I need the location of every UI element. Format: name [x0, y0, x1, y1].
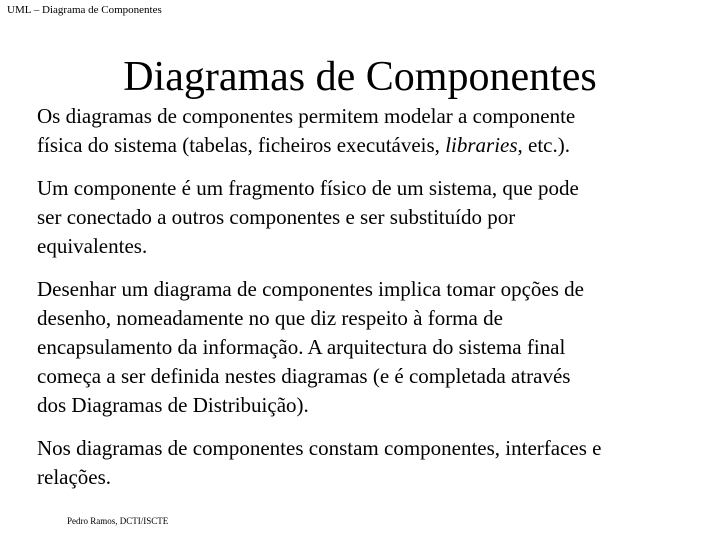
slide-title: Diagramas de Componentes [123, 54, 597, 100]
paragraph-2-line-2: ser conectado a outros componentes e ser substituído por [37, 205, 516, 229]
paragraph-2-line-1: Um componente é um fragmento físico de um sistema, que pode [37, 176, 579, 200]
paragraph-3-line-4: começa a ser definida nestes diagramas (e é completada através [37, 364, 571, 388]
paragraph-2 [37, 174, 702, 261]
paragraph-1-line-2-end: , etc.). [517, 133, 571, 157]
page-header: UML – Diagrama de Componentes [7, 4, 162, 16]
paragraph-2-line-3: equivalentes. [37, 234, 148, 258]
paragraph-4 [37, 434, 702, 492]
paragraph-3-line-3: encapsulamento da informação. A arquitectura do sistema final [37, 335, 566, 359]
paragraph-3-line-1: Desenhar um diagrama de componentes implica tomar opções de [37, 277, 584, 301]
paragraph-1-line-1: Os diagramas de componentes permitem modelar a componente [37, 104, 576, 128]
paragraph-3-line-5: dos Diagramas de Distribuição). [37, 393, 309, 417]
paragraph-1-line-2-text: física do sistema (tabelas, ficheiros executáveis, [37, 133, 446, 157]
paragraph-3 [37, 275, 702, 420]
paragraph-1-line-2 [37, 131, 702, 160]
paragraph-3-line-2: desenho, nomeadamente no que diz respeito à forma de [37, 306, 503, 330]
page-footer: Pedro Ramos, DCTI/ISCTE [67, 516, 169, 526]
libraries-term: libraries [445, 133, 518, 157]
paragraph-4-line-1: Nos diagramas de componentes constam componentes, interfaces e [37, 436, 602, 460]
paragraph-1 [37, 102, 702, 160]
paragraph-4-line-2: relações. [37, 465, 112, 489]
